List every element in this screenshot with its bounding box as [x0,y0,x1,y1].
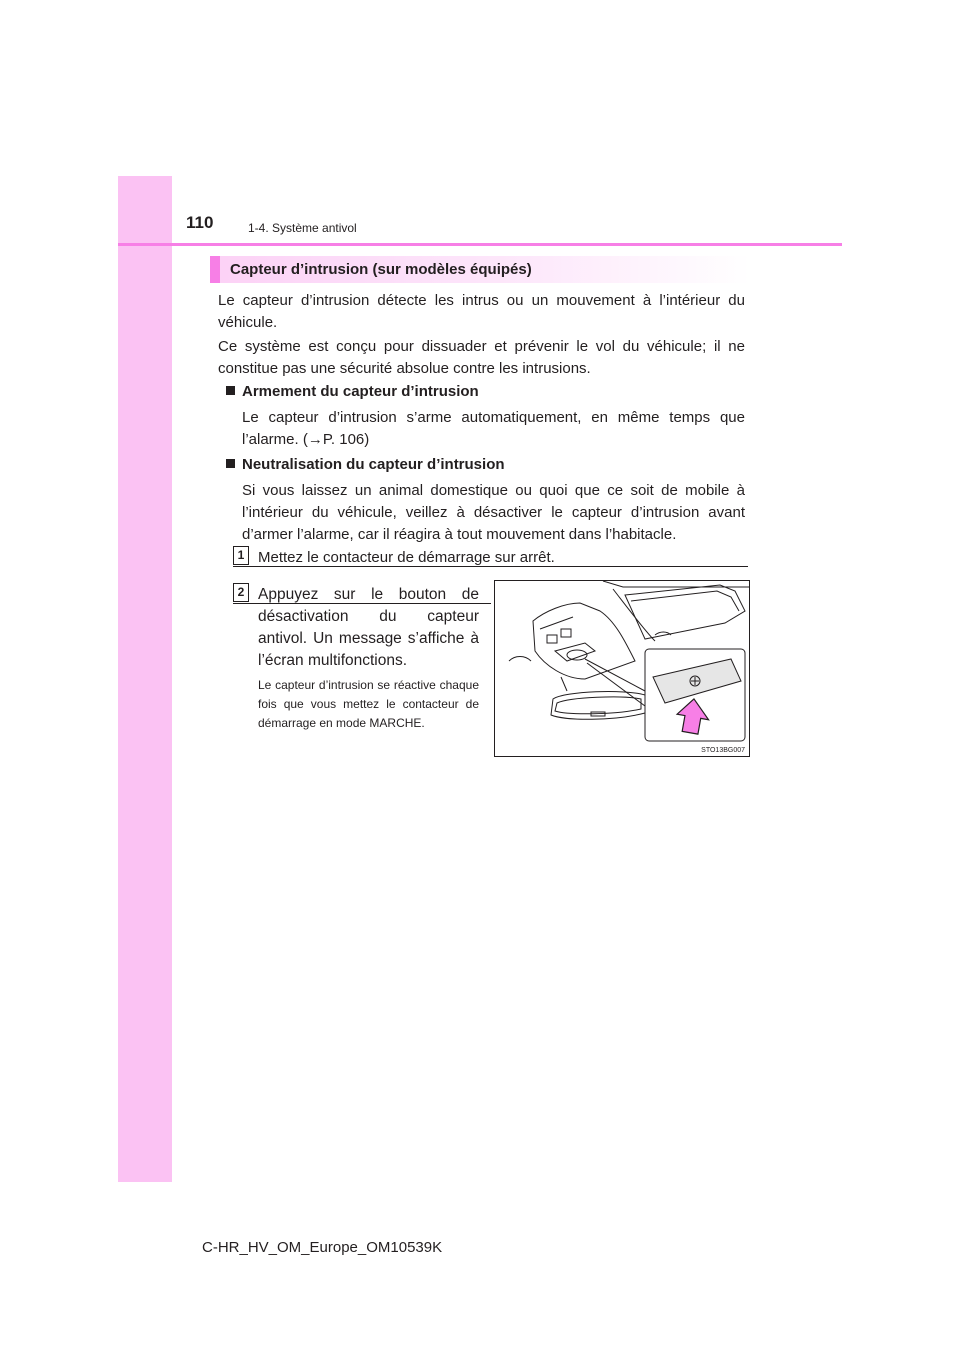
step-number-1: 1 [233,546,249,565]
arming-text: Le capteur d’intrusion s’arme automatiquement, en même temps que l’alarme. (→P. 106) [242,409,745,448]
neutralisation-text: Si vous laissez un animal domestique ou quoi que ce soit de mobile à l’intérieur du véhicule, veillez à désactiver le capteur d’intrusion avant d’armer l’alarme, car il réagira à tout mouvement dans l’habitacle. [242,482,745,543]
intro-paragraph-1: Le capteur d’intrusion détecte les intrus ou un mouvement à l’intérieur du véhicule. [218,292,745,331]
step-2-text: Appuyez sur le bouton de désactivation du capteur antivol. Un message s’affiche à l’écran multifonctions. [258,586,479,669]
step-number-2: 2 [233,583,249,602]
side-tab [118,176,172,1182]
arming-title: Armement du capteur d’intrusion [242,383,479,400]
footer-code: C-HR_HV_OM_Europe_OM10539K [202,1239,443,1256]
press-arrow-icon [674,696,711,735]
bullet-square-icon [226,386,235,395]
section-heading [210,256,750,283]
illustration-figure [494,580,750,757]
overhead-console-illustration [495,581,749,756]
page-number: 110 [186,213,214,232]
neutralisation-title: Neutralisation du capteur d’intrusion [242,456,505,473]
intro-paragraph-2: Ce système est conçu pour dissuader et prévenir le vol du véhicule; il ne constitue pas une sécurité absolue contre les intrusions. [218,338,745,377]
figure-code: STO13BG007 [701,747,745,754]
step-1-text: Mettez le contacteur de démarrage sur arrêt. [258,549,555,566]
header-rule [118,243,842,246]
section-heading-text: Capteur d’intrusion (sur modèles équipés) [230,261,532,278]
arming-heading [226,382,479,402]
bullet-square-icon [226,459,235,468]
step-2-note: Le capteur d’intrusion se réactive chaque fois que vous mettez le contacteur de démarrage en mode MARCHE. [258,678,479,730]
neutralisation-heading [226,455,505,475]
section-title: 1-4. Système antivol [248,221,357,235]
